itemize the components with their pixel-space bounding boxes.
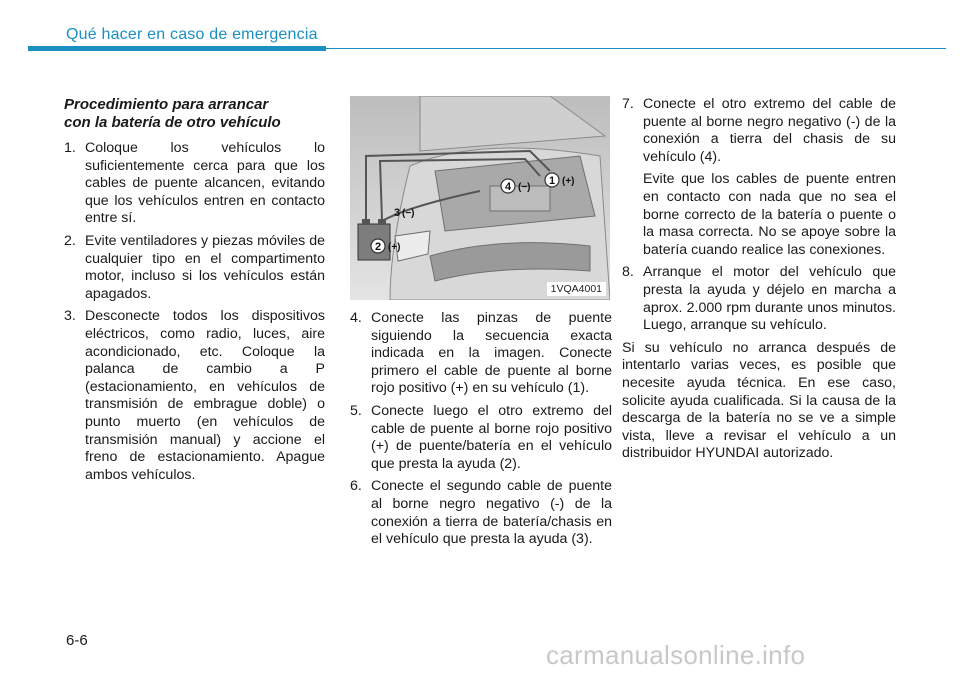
- callout-1-sign: (+): [562, 176, 575, 187]
- step-2: [64, 233, 325, 303]
- step-3: [64, 308, 325, 484]
- step-number: 6.: [350, 478, 362, 495]
- callout-2-number: 2: [374, 241, 382, 253]
- step-text: Arranque el motor del vehículo que presta la ayuda y déjelo en marcha a aprox. 2.000 rpm durante unos minutos. Luego, arranque su vehículo.: [643, 264, 896, 334]
- step-text: Conecte luego el otro extremo del cable de puente al borne rojo positivo (+) de puente/batería en el vehículo que presta la ayuda (2).: [371, 402, 612, 472]
- step-7-note: Evite que los cables de puente entren en contacto con nada que no sea el borne correcto de la batería o puente o la masa correcta. No se apoye sobre la batería cuando realice las conexiones.: [643, 171, 896, 258]
- column-right: [622, 96, 896, 463]
- header-rule-thick: [28, 46, 326, 51]
- callout-3-sign: (−): [402, 208, 415, 219]
- step-1: [64, 140, 325, 228]
- step-text: Conecte las pinzas de puente siguiendo la secuencia exacta indicada en la imagen. Conecte primero el cable de puente al borne rojo positivo (+) en su vehículo (1).: [371, 310, 612, 397]
- step-8: [622, 264, 896, 334]
- step-text: Desconecte todos los dispositivos eléctricos, como radio, luces, aire acondicionado, etc. Coloque la palanca de cambio a P (estacionamiento, en vehículos de transmisión de embrague doble) o punto muerto (en vehículos de transmisión manual) y accione el freno de estacionamiento. Apague ambos vehículos.: [85, 308, 325, 483]
- page-number: 6-6: [66, 632, 88, 649]
- callout-1-number: 1: [548, 175, 556, 187]
- column-left: [64, 96, 325, 489]
- jump-start-illustration: [350, 96, 610, 300]
- step-text: Coloque los vehículos lo suficientemente cerca para que los cables de puente alcancen, evitando que los vehículos entren en contacto entre sí.: [85, 140, 325, 227]
- step-number: 7.: [622, 96, 634, 112]
- step-number: 2.: [64, 232, 76, 249]
- callout-3-number: 3: [394, 207, 401, 219]
- callout-2-sign: (+): [388, 242, 401, 253]
- step-7: [622, 96, 896, 166]
- step-text: Evite ventiladores y piezas móviles de cualquier tipo en el compartimento motor, incluso si los vehículos están apagados.: [85, 232, 325, 302]
- step-text: Conecte el segundo cable de puente al borne negro negativo (-) de la conexión a tierra de batería/chasis en el vehículo que presta la ayuda (3).: [371, 478, 612, 548]
- procedure-heading: [64, 96, 325, 132]
- step-4: [350, 310, 612, 398]
- section-header-title: Qué hacer en caso de emergencia: [66, 26, 318, 43]
- step-5: [350, 403, 612, 473]
- figure-code: 1VQA4001: [547, 282, 606, 296]
- step-text: Conecte el otro extremo del cable de puente al borne negro negativo (-) de la conexión a tierra del chasis de su vehículo (4).: [643, 96, 896, 165]
- callout-4-sign: (−): [518, 182, 531, 193]
- closing-paragraph: Si su vehículo no arranca después de intentarlo varias veces, es posible que necesite ayuda técnica. En ese caso, solicite ayuda cualificada. Si la causa de la descarga de la batería no se ve a simple vista, lleve a revisar el vehículo a un distribuidor HYUNDAI autorizado.: [622, 339, 896, 462]
- watermark: carmanualsonline.info: [546, 640, 806, 670]
- column-middle: [350, 310, 612, 554]
- callout-4-number: 4: [504, 181, 512, 193]
- header-rule-thin: [326, 48, 946, 49]
- step-number: 8.: [622, 264, 634, 281]
- step-number: 4.: [350, 310, 362, 326]
- step-6: [350, 478, 612, 548]
- engine-bay-drawing: [350, 96, 610, 300]
- step-number: 3.: [64, 308, 76, 325]
- procedure-heading-line1: Procedimiento para arrancar: [64, 96, 269, 113]
- step-number: 5.: [350, 402, 362, 419]
- step-number: 1.: [64, 140, 76, 156]
- procedure-heading-line2: con la batería de otro vehículo: [64, 114, 281, 131]
